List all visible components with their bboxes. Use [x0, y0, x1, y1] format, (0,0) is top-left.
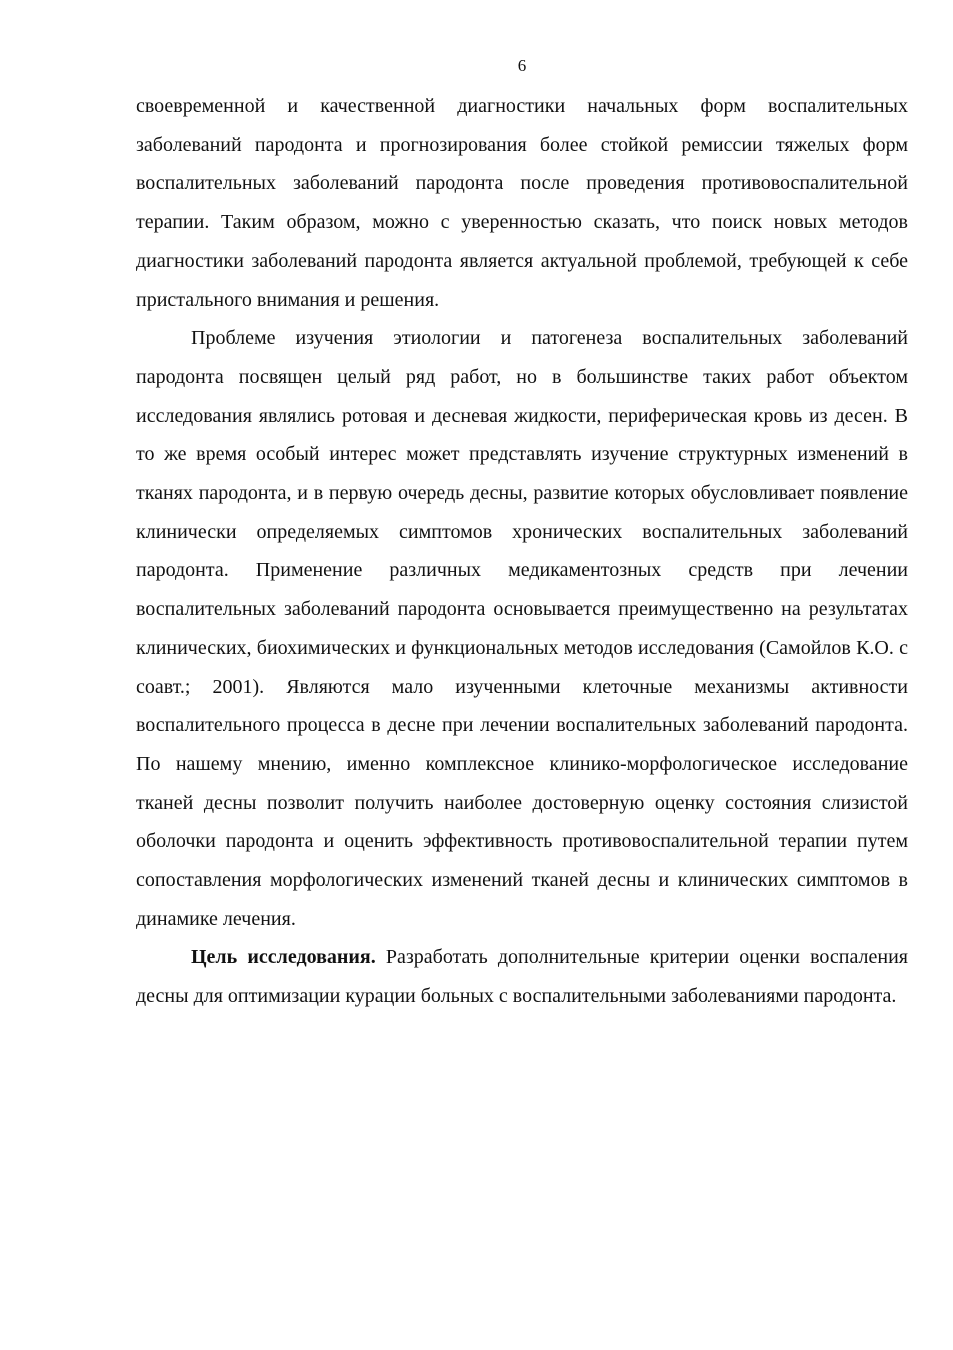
paragraph-continuation: своевременной и качественной диагностики начальных форм воспалительных заболеваний пародонта и прогнозирования более стойкой ремиссии тяжелых форм воспалительных заболеваний пародонта после проведения противовоспалительной терапии. Таким образом, можно с уверенностью сказать, что поиск новых методов диагностики заболеваний пародонта является актуальной проблемой, требующей к себе пристального внимания и решения.	[136, 95, 908, 311]
research-goal-text: Разработать дополнительные критерии оценки воспаления десны для оптимизации курации больных с воспалительными заболеваниями пародонта.	[136, 946, 908, 1008]
research-goal-label: Цель исследования.	[191, 946, 376, 969]
paragraph-etiology: Проблеме изучения этиологии и патогенеза воспалительных заболеваний пародонта посвящен целый ряд работ, но в большинстве таких работ объектом исследования являлись ротовая и десневая жидкости, периферическая кровь из десен. В то же время особый интерес может представлять изучение структурных изменений в тканях пародонта, и в первую очередь десны, развитие которых обусловливает появление клинически определяемых симптомов хронических воспалительных заболеваний пародонта. Применение различных медикаментозных средств при лечении воспалительных заболеваний пародонта основывается преимущественно на результатах клинических, биохимических и функциональных методов исследования (Самойлов К.О. с соавт.; 2001). Являются мало изученными клеточные механизмы активности воспалительного процесса в десне при лечении воспалительных заболеваний пародонта. По нашему мнению, именно комплексное клинико-морфологическое исследование тканей десны позволит получить наиболее достоверную оценку состояния слизистой оболочки пародонта и оценить эффективность противовоспалительной терапии путем сопоставления морфологических изменений тканей десны и клинических симптомов в динамике лечения.	[136, 327, 908, 930]
page-number: 6	[517, 56, 527, 75]
body-text	[136, 87, 908, 1016]
paragraph-research-goal	[136, 938, 908, 1015]
